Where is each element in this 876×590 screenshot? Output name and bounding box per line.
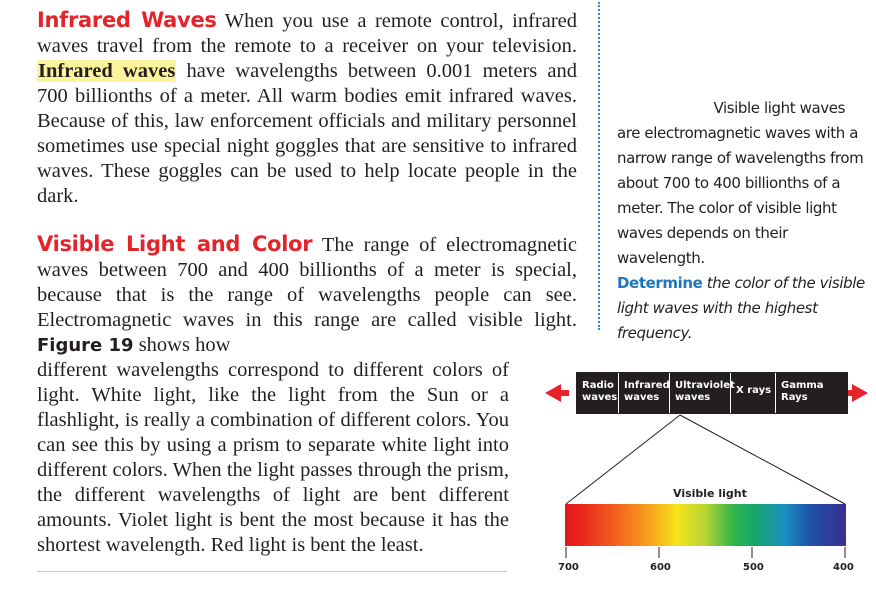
visible-light-label: Visible light (673, 487, 747, 500)
vocab-definition: are electromagnetic waves with a narrow range of wavelengths from about 700 to 400 billionths of a meter. The color of visible light waves depends on their wavelength. (617, 124, 864, 267)
main-text-column (37, 8, 577, 558)
band-ultraviolet: Ultraviolet waves (670, 373, 731, 413)
visible-light-heading: Visible Light and Color (37, 232, 313, 256)
dotted-column-divider (598, 2, 600, 330)
tick-label-700: 700 (558, 562, 579, 573)
infrared-paragraph (37, 8, 577, 209)
band-radio: Radio waves (577, 373, 619, 413)
infrared-heading: Infrared Waves (37, 8, 217, 32)
bottom-rule (37, 571, 507, 572)
band-infrared: Infrared waves (619, 373, 670, 413)
visible-text-3: different wavelengths correspond to different colors of light. White light, like the light from the Sun or a flashlight, is really a combination of different colors. You can see this by using a prism to separate white light into different colors. When the light passes through the prism, the different wavelengths of light are bent different amounts. Violet light is bent the most because it has the shortest wavelength. Red light is bent the least. (37, 359, 509, 556)
infrared-text-1: When you use a remote control, infrared waves travel from the remote to a receiver on your television. (37, 10, 578, 57)
figure-reference: Figure 19 (37, 335, 134, 356)
reading-check-question: the color of the visible light waves with the highest frequency. (617, 274, 865, 342)
visible-spectrum-gradient (565, 504, 846, 546)
infrared-term-highlight: Infrared waves (38, 60, 176, 82)
visible-text-1: The range of electromagnetic waves between 700 and 400 billionths of a meter is special, because that is the range of wavelengths people can see. Electromagnetic waves in this range are called visible light. (37, 234, 577, 331)
zoom-line-left (566, 415, 680, 504)
visible-light-paragraph (37, 232, 577, 558)
tick-label-600: 600 (650, 562, 671, 573)
reading-check-verb: Determine (617, 274, 703, 292)
tick-label-400: 400 (833, 562, 854, 573)
band-xrays: X rays (731, 373, 776, 413)
band-gamma: Gamma Rays (781, 380, 824, 403)
reading-check (617, 271, 869, 346)
visible-text-2: shows how (133, 334, 231, 356)
tick-label-500: 500 (743, 562, 764, 573)
zoom-lines (540, 362, 876, 590)
infrared-text-2: have wavelengths between 0.001 meters and 700 billionths of a meter. All warm bodies emit infrared waves. Because of this, law enforcement officials and military personnel sometimes use special night goggles that are sensitive to infrared waves. These goggles can be used to help locate people in the dark. (37, 60, 577, 207)
vocab-term: Visible light waves (713, 99, 845, 117)
vocabulary-margin-note (617, 96, 869, 346)
electromagnetic-spectrum-figure (540, 362, 876, 590)
